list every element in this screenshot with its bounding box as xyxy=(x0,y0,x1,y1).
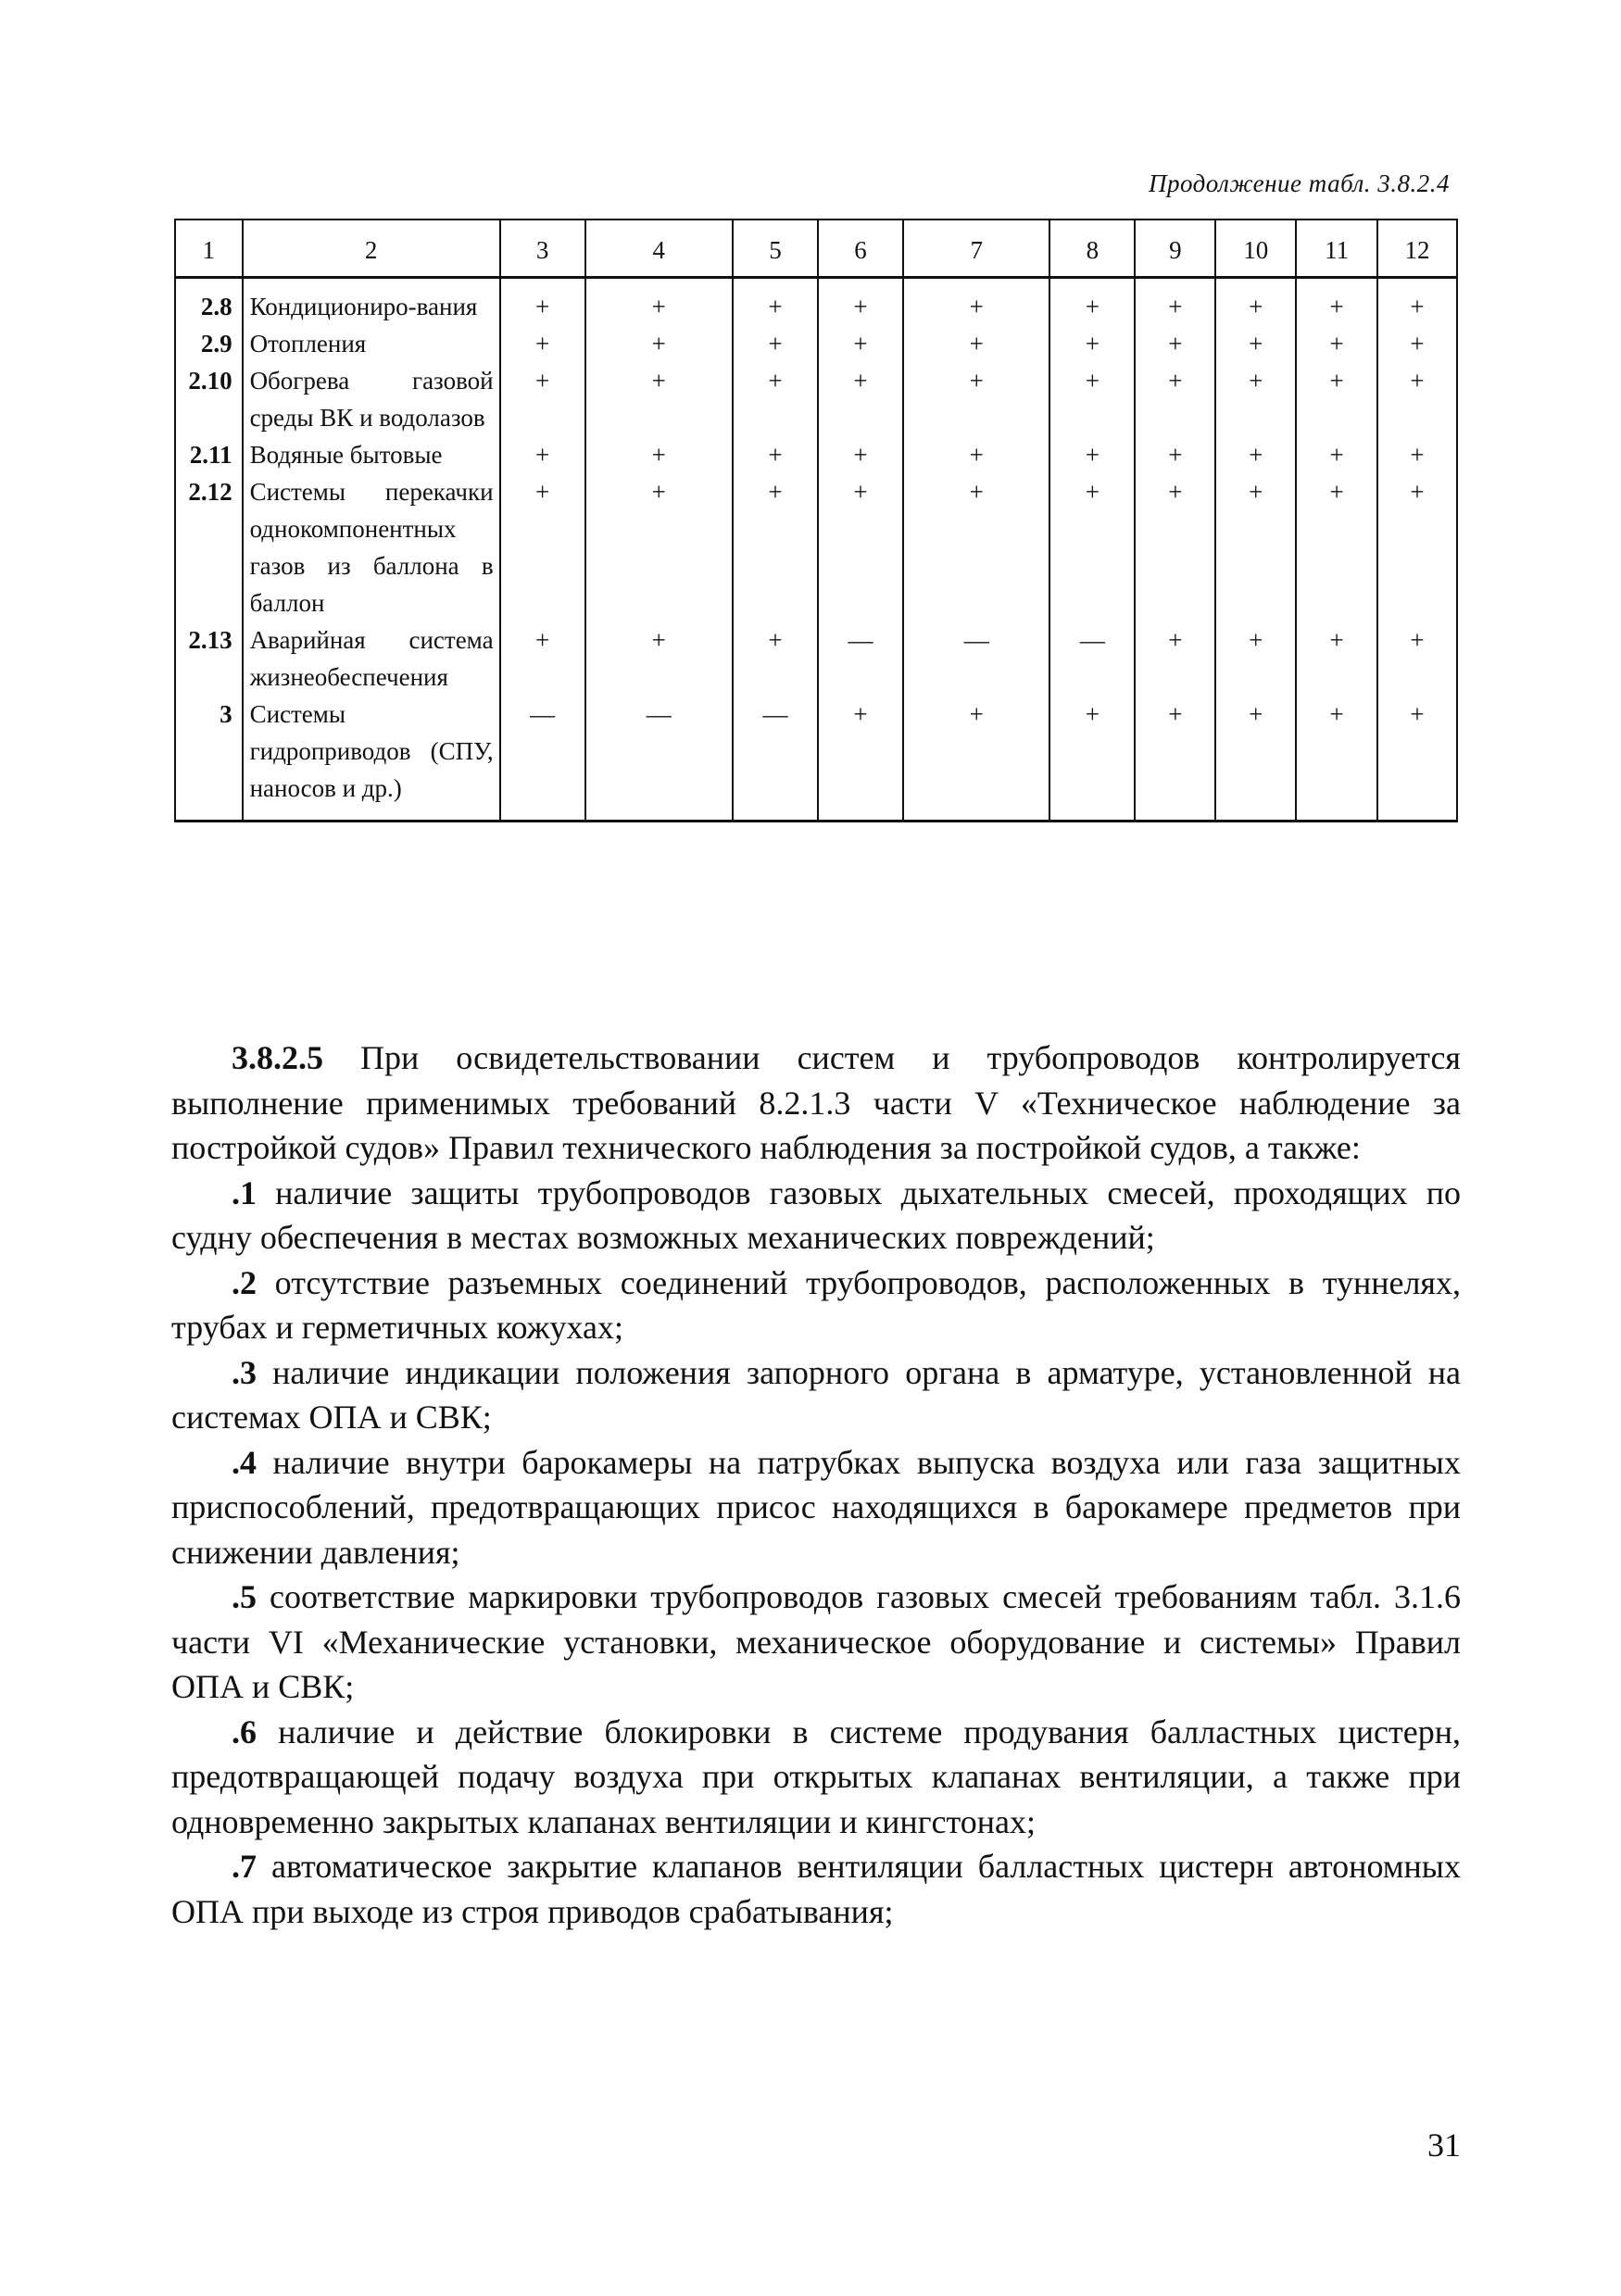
row-mark: + xyxy=(500,362,585,436)
page-number: 31 xyxy=(1427,2127,1461,2164)
row-mark: + xyxy=(1377,621,1457,696)
row-mark: + xyxy=(1296,362,1377,436)
row-mark: + xyxy=(585,278,733,326)
column-header: 1 xyxy=(175,220,243,278)
row-mark: + xyxy=(1135,362,1215,436)
row-mark: + xyxy=(1377,473,1457,621)
row-mark: + xyxy=(903,436,1049,473)
row-mark: + xyxy=(1215,278,1296,326)
paragraph-intro xyxy=(171,1035,1461,1171)
row-mark: + xyxy=(1215,696,1296,822)
row-number: 2.10 xyxy=(175,362,243,436)
row-mark: + xyxy=(585,473,733,621)
row-mark: + xyxy=(903,325,1049,362)
column-header: 8 xyxy=(1049,220,1135,278)
list-item xyxy=(171,1710,1461,1845)
row-mark: + xyxy=(1215,436,1296,473)
column-header: 4 xyxy=(585,220,733,278)
row-number: 2.12 xyxy=(175,473,243,621)
item-text: отсутствие разъемных соединений трубопроводов, расположенных в туннелях, трубах и герметичных кожухах; xyxy=(171,1263,1461,1346)
row-mark: + xyxy=(1049,362,1135,436)
row-number: 2.9 xyxy=(175,325,243,362)
row-mark: + xyxy=(1215,362,1296,436)
row-mark: + xyxy=(818,696,903,822)
row-mark: + xyxy=(1377,278,1457,326)
row-mark: + xyxy=(733,473,818,621)
inspection-table xyxy=(174,219,1458,822)
list-item xyxy=(171,1440,1461,1575)
column-header: 5 xyxy=(733,220,818,278)
row-mark: + xyxy=(818,278,903,326)
column-header: 3 xyxy=(500,220,585,278)
row-system-name: Системы гидроприводов (СПУ, наносов и др.) xyxy=(243,696,500,822)
item-number: .1 xyxy=(232,1173,257,1211)
row-mark: + xyxy=(1049,473,1135,621)
row-mark: + xyxy=(585,325,733,362)
row-mark: + xyxy=(818,436,903,473)
row-mark: + xyxy=(903,473,1049,621)
table-row xyxy=(175,621,1457,696)
item-text: наличие индикации положения запорного органа в арматуре, установленной на системах ОПА и СВК; xyxy=(171,1353,1461,1436)
row-mark: + xyxy=(500,621,585,696)
row-mark: + xyxy=(1215,621,1296,696)
row-mark: + xyxy=(1377,362,1457,436)
row-number: 2.13 xyxy=(175,621,243,696)
row-mark: + xyxy=(585,362,733,436)
column-header: 7 xyxy=(903,220,1049,278)
row-mark: + xyxy=(733,436,818,473)
row-mark: + xyxy=(818,362,903,436)
row-mark: + xyxy=(903,278,1049,326)
item-text: наличие защиты трубопроводов газовых дыхательных смесей, проходящих по судну обеспечения в местах возможных механических повреждений; xyxy=(171,1173,1461,1256)
item-number: .5 xyxy=(232,1578,257,1615)
row-mark: + xyxy=(1135,278,1215,326)
item-number: .7 xyxy=(232,1848,257,1885)
row-number: 2.11 xyxy=(175,436,243,473)
paragraph-number: 3.8.2.5 xyxy=(232,1039,323,1076)
row-mark: + xyxy=(1377,436,1457,473)
row-number: 2.8 xyxy=(175,278,243,326)
row-mark: — xyxy=(1049,621,1135,696)
table-row xyxy=(175,278,1457,326)
row-mark: + xyxy=(500,436,585,473)
row-mark: + xyxy=(1296,696,1377,822)
row-mark: + xyxy=(1135,473,1215,621)
list-item xyxy=(171,1261,1461,1350)
row-mark: + xyxy=(1049,278,1135,326)
item-number: .4 xyxy=(232,1443,257,1481)
row-mark: + xyxy=(818,473,903,621)
item-text: автоматическое закрытие клапанов вентиляции балластных цистерн автономных ОПА при выходе из строя приводов срабатывания; xyxy=(171,1848,1461,1930)
list-item xyxy=(171,1350,1461,1440)
table-row xyxy=(175,325,1457,362)
row-mark: + xyxy=(1377,696,1457,822)
row-mark: + xyxy=(1296,325,1377,362)
row-system-name: Обогрева газовой среды ВК и водолазов xyxy=(243,362,500,436)
row-mark: + xyxy=(1377,325,1457,362)
row-system-name: Кондициониро-вания xyxy=(243,278,500,326)
item-number: .2 xyxy=(232,1263,257,1301)
row-system-name: Системы перекачки однокомпонентных газов из баллона в баллон xyxy=(243,473,500,621)
row-mark: + xyxy=(1049,325,1135,362)
list-item xyxy=(171,1171,1461,1261)
row-mark: — xyxy=(818,621,903,696)
column-header: 2 xyxy=(243,220,500,278)
table-row xyxy=(175,696,1457,822)
item-number: .6 xyxy=(232,1713,257,1750)
row-mark: + xyxy=(1215,473,1296,621)
row-system-name: Отопления xyxy=(243,325,500,362)
column-header: 12 xyxy=(1377,220,1457,278)
row-mark: + xyxy=(500,278,585,326)
row-mark: + xyxy=(818,325,903,362)
row-mark: + xyxy=(1049,696,1135,822)
row-mark: + xyxy=(585,621,733,696)
row-mark: + xyxy=(1296,473,1377,621)
table-row xyxy=(175,436,1457,473)
row-mark: + xyxy=(903,362,1049,436)
row-mark: + xyxy=(1049,436,1135,473)
row-mark: — xyxy=(585,696,733,822)
row-mark: + xyxy=(733,621,818,696)
row-system-name: Аварийная система жизнеобеспечения xyxy=(243,621,500,696)
row-mark: + xyxy=(1135,696,1215,822)
table-caption: Продолжение табл. 3.8.2.4 xyxy=(1148,169,1450,197)
list-item xyxy=(171,1844,1461,1934)
table-body xyxy=(175,278,1457,822)
body-text xyxy=(171,1035,1461,1934)
column-header: 11 xyxy=(1296,220,1377,278)
table-row xyxy=(175,473,1457,621)
item-number: .3 xyxy=(232,1353,257,1391)
column-header: 9 xyxy=(1135,220,1215,278)
item-list xyxy=(171,1171,1461,1935)
item-text: наличие и действие блокировки в системе продувания балластных цистерн, предотвращающей подачу воздуха при открытых клапанах вентиляции, а также при одновременно закрытых клапанах вентиляции и кингстонах; xyxy=(171,1713,1461,1840)
list-item xyxy=(171,1575,1461,1710)
row-mark: + xyxy=(903,696,1049,822)
row-mark: + xyxy=(1296,278,1377,326)
row-mark: + xyxy=(733,325,818,362)
column-header: 6 xyxy=(818,220,903,278)
table-row xyxy=(175,362,1457,436)
row-mark: + xyxy=(1135,436,1215,473)
table-header-row xyxy=(175,220,1457,278)
row-mark: + xyxy=(585,436,733,473)
row-mark: + xyxy=(733,278,818,326)
row-number: 3 xyxy=(175,696,243,822)
row-mark: + xyxy=(500,325,585,362)
paragraph-text: При освидетельствовании систем и трубопроводов контролируется выполнение применимых требований 8.2.1.3 части V «Техническое наблюдение за постройкой судов» Правил технического наблюдения за постройкой судов, а также: xyxy=(171,1039,1461,1166)
row-system-name: Водяные бытовые xyxy=(243,436,500,473)
row-mark: — xyxy=(733,696,818,822)
row-mark: + xyxy=(733,362,818,436)
item-text: соответствие маркировки трубопроводов газовых смесей требованиям табл. 3.1.6 части VI «Механические установки, механическое оборудование и системы» Правил ОПА и СВК; xyxy=(171,1578,1461,1705)
item-text: наличие внутри барокамеры на патрубках выпуска воздуха или газа защитных приспособлений, предотвращающих присос находящихся в барокамере предметов при снижении давления; xyxy=(171,1443,1461,1571)
row-mark: — xyxy=(903,621,1049,696)
row-mark: + xyxy=(1296,621,1377,696)
row-mark: + xyxy=(1296,436,1377,473)
row-mark: + xyxy=(500,473,585,621)
row-mark: + xyxy=(1215,325,1296,362)
column-header: 10 xyxy=(1215,220,1296,278)
row-mark: + xyxy=(1135,325,1215,362)
row-mark: — xyxy=(500,696,585,822)
row-mark: + xyxy=(1135,621,1215,696)
